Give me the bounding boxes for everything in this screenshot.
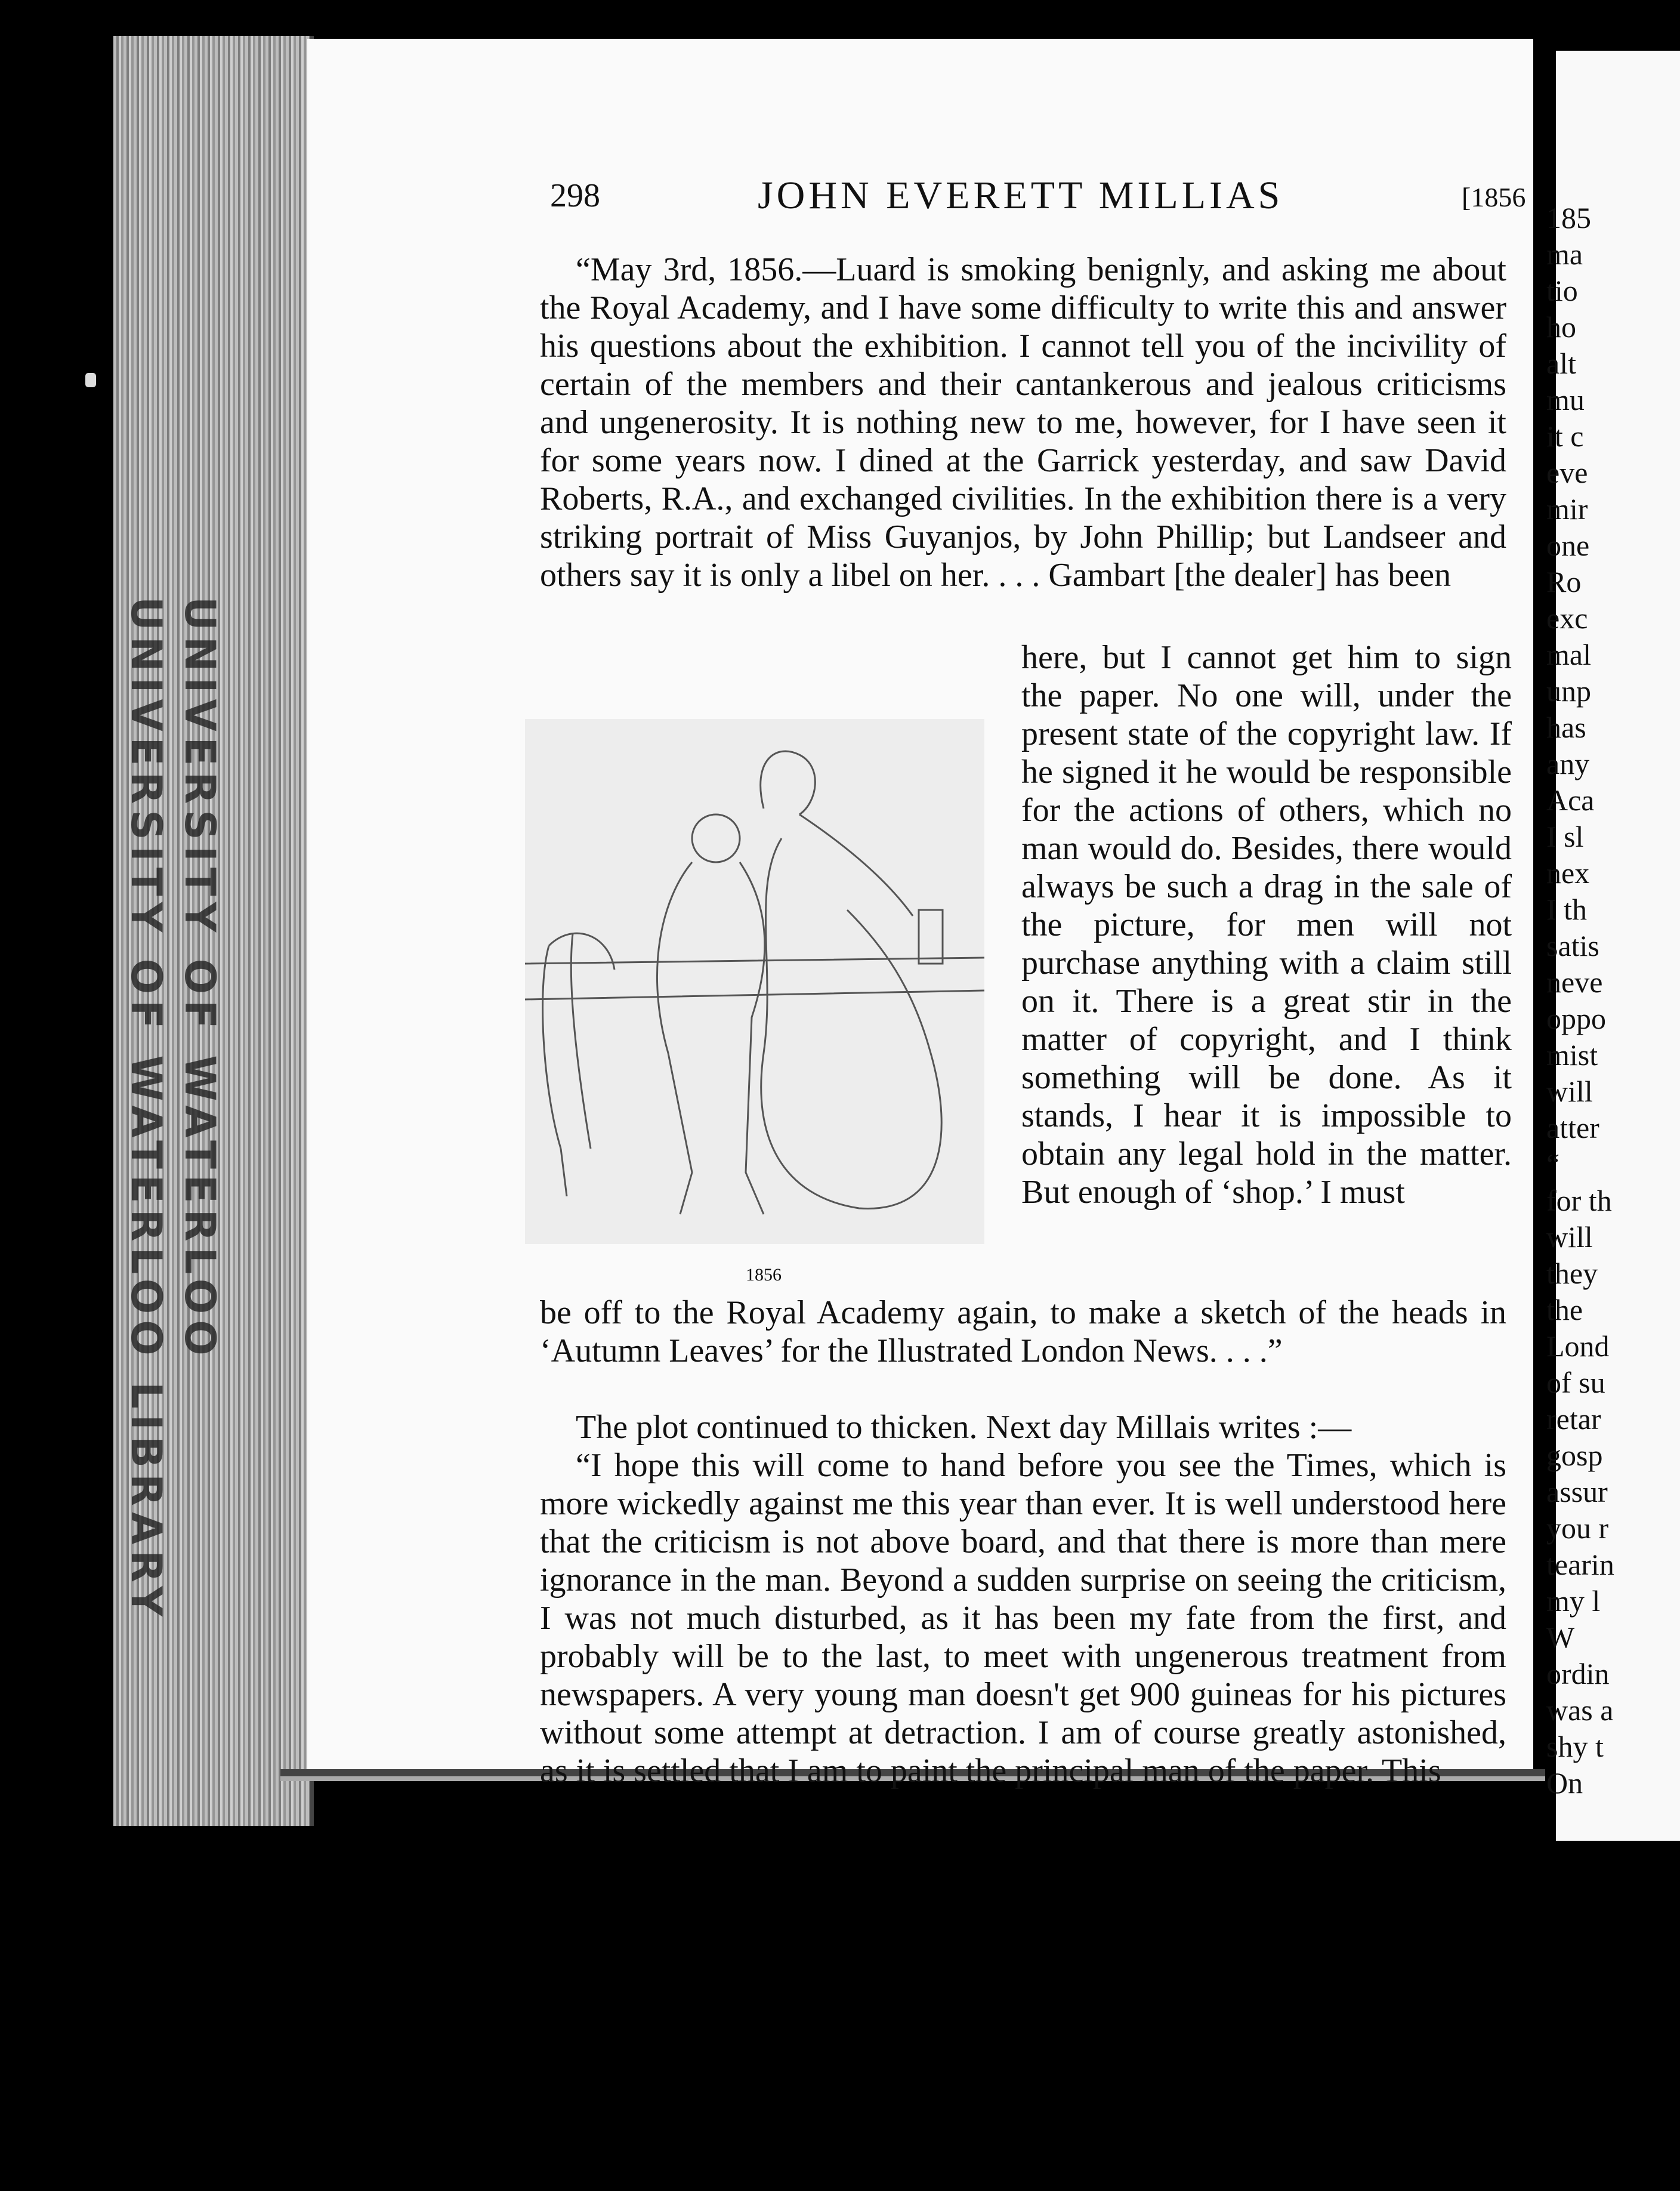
library-stamp — [119, 597, 227, 1622]
paragraph-text: The plot continued to thicken. Next day Millais writes :— — [576, 1409, 1352, 1446]
letter-paragraph-1 — [540, 251, 1506, 594]
library-stamp-line-2: UNIVERSITY OF WATERLOO LIBRARY — [122, 597, 171, 1622]
sketch-illustration — [525, 719, 984, 1244]
adjacent-page-line: one — [1546, 529, 1590, 562]
running-title: JOHN EVERETT MILLIAS — [758, 174, 1284, 217]
adjacent-page-line: will — [1546, 1075, 1593, 1108]
adjacent-page-line: assur — [1546, 1475, 1608, 1508]
paragraph-text: be off to the Royal Academy again, to make a sketch of the heads in ‘Autumn Leaves’ for the Illustrated London News. . . .” — [540, 1294, 1506, 1369]
adjacent-page-line: shy t — [1546, 1730, 1604, 1763]
adjacent-page-line: satis — [1546, 929, 1599, 962]
adjacent-page-line: has — [1546, 711, 1586, 744]
adjacent-page-line: “ — [1546, 1147, 1560, 1181]
narrative-paragraph — [540, 1408, 1506, 1790]
adjacent-page-line: ho — [1546, 310, 1576, 344]
adjacent-page-line: mist — [1546, 1038, 1598, 1072]
adjacent-page-line: you r — [1546, 1511, 1609, 1545]
paragraph-text: “I hope this will come to hand before you see the Times, which is more wickedly against me this year than ever. It is well understood here that the criticism is not above board, and that there is more than mere ignorance in the man. Beyond a sudden surprise on seeing the criticism, I was not much disturbed, as it has been my fate from the first, and probably will be to the last, to meet with ungenerous treatment from newspapers. A very young man doesn't get 900 guineas for his pictures without some attempt at detraction. I am of course greatly astonished, as it is settled that I am to paint the principal man of the paper. This — [540, 1447, 1506, 1789]
adjacent-page-line: I th — [1546, 893, 1588, 926]
adjacent-page-line: retar — [1546, 1402, 1601, 1436]
page-number: 298 — [550, 177, 600, 214]
adjacent-page-line: the — [1546, 1293, 1583, 1326]
paragraph-text: “May 3rd, 1856.—Luard is smoking benignly, and asking me about the Royal Academy, and I have some difficulty to write this and answer his questions about the exhibition. I cannot tell you of the incivility of certain of the members and their cantankerous and jealous criticisms and ungenerosity. It is nothing new to me, however, for I have seen it for some years now. I dined at the Garrick yesterday, and saw David Roberts, R.A., and exchanged civilities. In the exhibition there is a very striking portrait of Miss Guyanjos, by John Phillip; but Landseer and others say it is only a libel on her. . . . Gambart [the dealer] has been — [540, 251, 1506, 594]
adjacent-page-line: 185 — [1546, 201, 1591, 234]
adjacent-page-line: oppo — [1546, 1002, 1606, 1035]
adjacent-page-line: Lond — [1546, 1329, 1610, 1363]
adjacent-page-line: tio — [1546, 274, 1578, 307]
illustration-caption: 1856 — [746, 1265, 782, 1285]
adjacent-page-line: it c — [1546, 419, 1584, 453]
adjacent-page-line: mal — [1546, 638, 1591, 671]
adjacent-page-line: alt — [1546, 347, 1576, 380]
adjacent-page-line: mir — [1546, 492, 1588, 526]
adjacent-page-line: eve — [1546, 456, 1588, 489]
adjacent-page-line: ma — [1546, 237, 1583, 271]
adjacent-page-line: On — [1546, 1766, 1583, 1800]
library-stamp-line-1: UNIVERSITY OF WATERLOO — [175, 597, 224, 1362]
adjacent-page-line: neve — [1546, 965, 1603, 999]
adjacent-page-line: Aca — [1546, 783, 1595, 817]
adjacent-page-line: any — [1546, 747, 1590, 780]
running-year: [1856 — [1462, 182, 1526, 212]
adjacent-page-line: tearin — [1546, 1548, 1614, 1581]
adjacent-page-line: for th — [1546, 1184, 1612, 1217]
sketch-drawing — [525, 719, 984, 1244]
margin-mark — [85, 373, 96, 387]
adjacent-page-line: was a — [1546, 1693, 1614, 1727]
adjacent-page-line: Ro — [1546, 565, 1582, 598]
adjacent-page-line: ordin — [1546, 1657, 1610, 1690]
adjacent-page-line: mu — [1546, 383, 1585, 416]
paragraph-text: here, but I cannot get him to sign the paper. No one will, under the present state of the copyright law. If he signed it he would be responsible for the actions of others, which no man would do. Besides, there would always be such a drag in the sale of the picture, for men will not purchase anything with a claim still on it. There is a great stir in the matter of copyright, and I think something will be done. As it stands, I hear it is impossible to obtain any legal hold in the matter. But enough of ‘shop.’ I must — [1021, 639, 1512, 1211]
adjacent-page-line: they — [1546, 1257, 1598, 1290]
adjacent-page — [1546, 51, 1680, 1841]
adjacent-page-line: unp — [1546, 674, 1591, 708]
adjacent-page-line: I sl — [1546, 820, 1584, 853]
adjacent-page-line: of su — [1546, 1366, 1605, 1399]
adjacent-page-line: nex — [1546, 856, 1590, 890]
adjacent-page-line: my l — [1546, 1584, 1601, 1618]
running-head — [549, 173, 1533, 227]
letter-paragraph-1-continued — [1021, 638, 1512, 1211]
adjacent-page-line: will — [1546, 1220, 1593, 1254]
adjacent-page-line: W — [1546, 1621, 1575, 1654]
adjacent-page-line: exc — [1546, 601, 1588, 635]
adjacent-page-line: atter — [1546, 1111, 1599, 1144]
adjacent-page-line: gosp — [1546, 1439, 1603, 1472]
letter-paragraph-2 — [540, 1294, 1506, 1370]
